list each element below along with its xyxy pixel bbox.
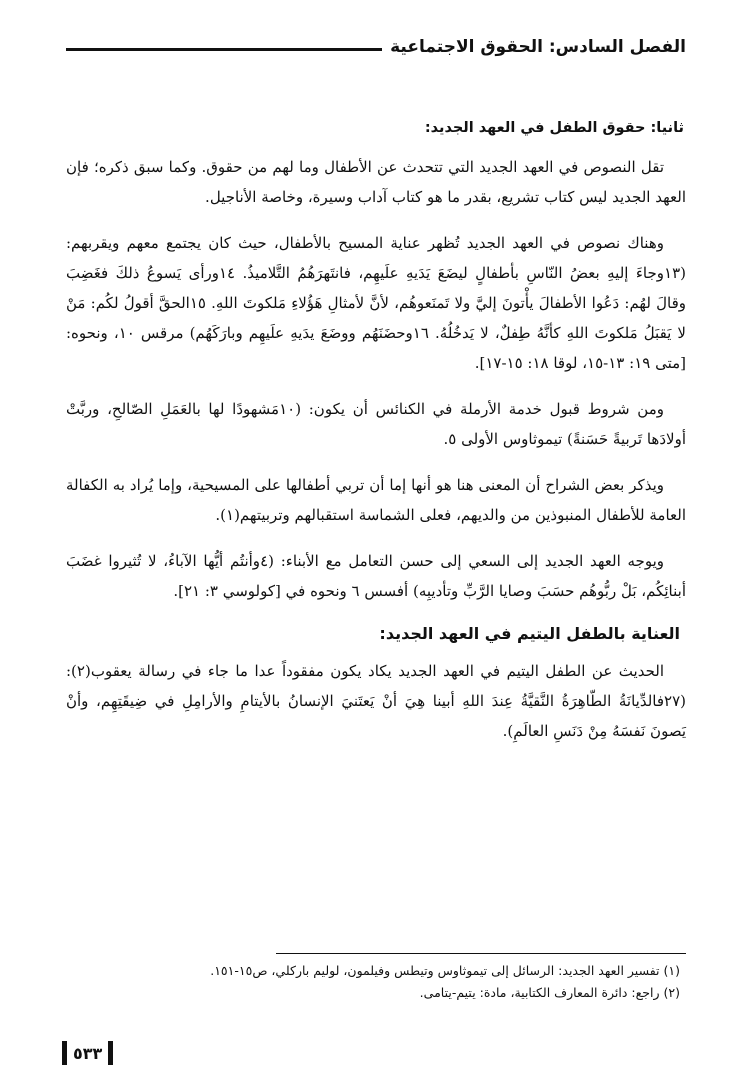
footnote: (٢) راجع: دائرة المعارف الكتابية، مادة: يتيم-يتامى.	[419, 985, 680, 1000]
page-number-box	[62, 1040, 113, 1066]
section-heading-child-rights: ثانيا: حقوق الطفل في العهد الجديد:	[424, 120, 684, 136]
paragraph: ويذكر بعض الشراح أن المعنى هنا هو أنها إما أن تربي أطفالها على المسيحية، وإما يُراد به الكفالة العامة للأطفال المنبوذين من والديهم، فعلى الشماسة استقبالهم وتربيتهم(١).	[66, 476, 686, 524]
page-body	[66, 110, 686, 762]
chapter-title: الفصل السادس: الحقوق الاجتماعية	[390, 37, 686, 57]
page-number-bar	[62, 1041, 67, 1065]
paragraph: ومن شروط قبول خدمة الأرملة في الكنائس أن يكون: (١٠مَشهودًا لها بالعَمَلِ الصّالحِ، وربَّتْ أولادَها تَربيةً حَسَنةً) تيموثاوس الأولى ٥.	[66, 400, 686, 448]
page-number-bar	[108, 1041, 113, 1065]
footnotes	[66, 953, 686, 1004]
paragraph: وهناك نصوص في العهد الجديد تُظهر عناية المسيح بالأطفال، حيث كان يجتمع معهم ويقربهم: (١٣وجاءَ إليهِ بعضُ النّاسِ بأطفالٍ ليضَعَ يَدَيهِ علَيهِم، فانتَهرَهُمُ التَّلاميذُ. ١٤ورأى يَسوعُ ذلكَ فغَضِبَ وقالَ لهُم: دَعُوا الأطفالَ يأْتونَ إليَّ ولا تَمنَعوهُم، لأنَّ لأمثالِ هَؤُلاءِ مَلكوتَ اللهِ. ١٥الحقَّ أقولُ لكُم: مَنْ لا يَقبَلُ مَلكوتَ اللهِ كأنَّهُ طِفلٌ، لا يَدخُلُهُ. ١٦وحضَنَهُم ووضَعَ يدَيهِ علَيهِم وبارَكَهُم) مرقس ١٠، ونحوه: [متى ١٩: ١٣-١٥، لوقا ١٨: ١٥-١٧].	[66, 234, 686, 372]
paragraph: الحديث عن الطفل اليتيم في العهد الجديد يكاد يكون مفقوداً عدا ما جاء في رسالة يعقوب(٢): (٢٧فالدِّيانَةُ الطّاهِرَةُ النَّقيَّةُ عِندَ اللهِ أبينا هِيَ أنْ يَعتَنيَ الإنسانُ بالأيتامِ والأرامِلِ في ضِيقَتِهِم، وأنْ يَصونَ نَفسَهُ مِنْ دَنَسِ العالَمِ).	[66, 662, 686, 740]
section-heading-orphan-care: العناية بالطفل اليتيم في العهد الجديد:	[379, 624, 680, 643]
footnote-rule	[276, 953, 686, 954]
paragraph: تقل النصوص في العهد الجديد التي تتحدث عن الأطفال وما لهم من حقوق. وكما سبق ذكره؛ فإن العهد الجديد ليس كتاب تشريع، بقدر ما هو كتاب آداب وسيرة، وخاصة الأناجيل.	[66, 158, 686, 206]
page-number: ٥٣٣	[73, 1043, 103, 1063]
header-rule	[66, 48, 382, 51]
running-header	[66, 32, 686, 62]
footnote: (١) تفسير العهد الجديد: الرسائل إلى تيموثاوس وتيطس وفيلمون، لوليم باركلي، ص١٥-١٥١.	[210, 963, 680, 978]
paragraph: ويوجه العهد الجديد إلى السعي إلى حسن التعامل مع الأبناء: (٤وأنتُم أيُّها الآباءُ، لا تُثيروا غضَبَ أبنائِكُم، بَلْ ربُّوهُم حسَبَ وصايا الرَّبِّ وتأديبِه) أفسس ٦ ونحوه في [كولوسي ٣: ٢١].	[66, 552, 686, 600]
